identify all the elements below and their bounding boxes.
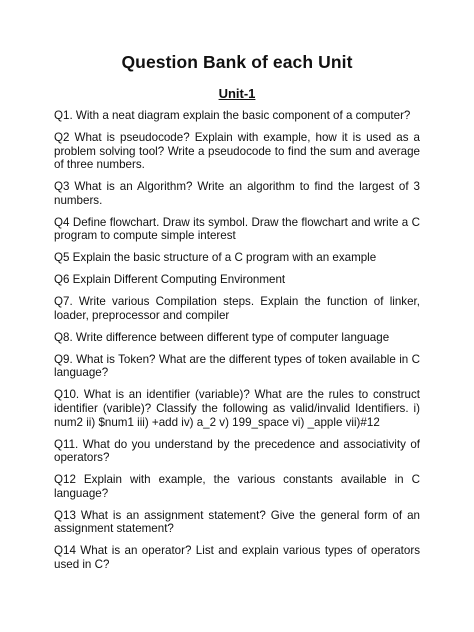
question-item: Q12 Explain with example, the various constants available in C language? [54,473,420,500]
question-item: Q4 Define flowchart. Draw its symbol. Draw the flowchart and write a C program to compute simple interest [54,215,420,243]
question-item: Q7. Write various Compilation steps. Explain the function of linker, loader, preprocessor and compiler [54,295,420,322]
question-item: Q5 Explain the basic structure of a C program with an example [54,251,377,265]
unit-heading: Unit-1 [218,86,256,101]
question-item: Q11. What do you understand by the precedence and associativity of operators? [54,437,420,465]
question-item: Q6 Explain Different Computing Environment [54,273,286,287]
question-item: Q8. Write difference between different type of computer language [54,330,390,344]
question-item: Q1. With a neat diagram explain the basic component of a computer? [54,109,411,122]
question-item: Q9. What is Token? What are the different types of token available in C language? [54,352,420,380]
question-item: Q3 What is an Algorithm? Write an algorithm to find the largest of 3 numbers. [54,180,420,207]
question-item: Q14 What is an operator? List and explain various types of operators used in C? [54,544,420,571]
document-title: Question Bank of each Unit [121,52,353,72]
question-item: Q13 What is an assignment statement? Give the general form of an assignment statement? [54,508,420,536]
question-list [54,109,420,572]
question-item: Q2 What is pseudocode? Explain with example, how it is used as a problem solving tool? Write a pseudocode to find the sum and average of three numbers. [54,130,420,172]
question-item: Q10. What is an identifier (variable)? What are the rules to construct identifier (varible)? Classify the following as valid/invalid Identifiers. i) num2 ii) $num1 iii) +add iv) a_2 v) 199_space vi) _apple vii)#12 [54,388,420,429]
